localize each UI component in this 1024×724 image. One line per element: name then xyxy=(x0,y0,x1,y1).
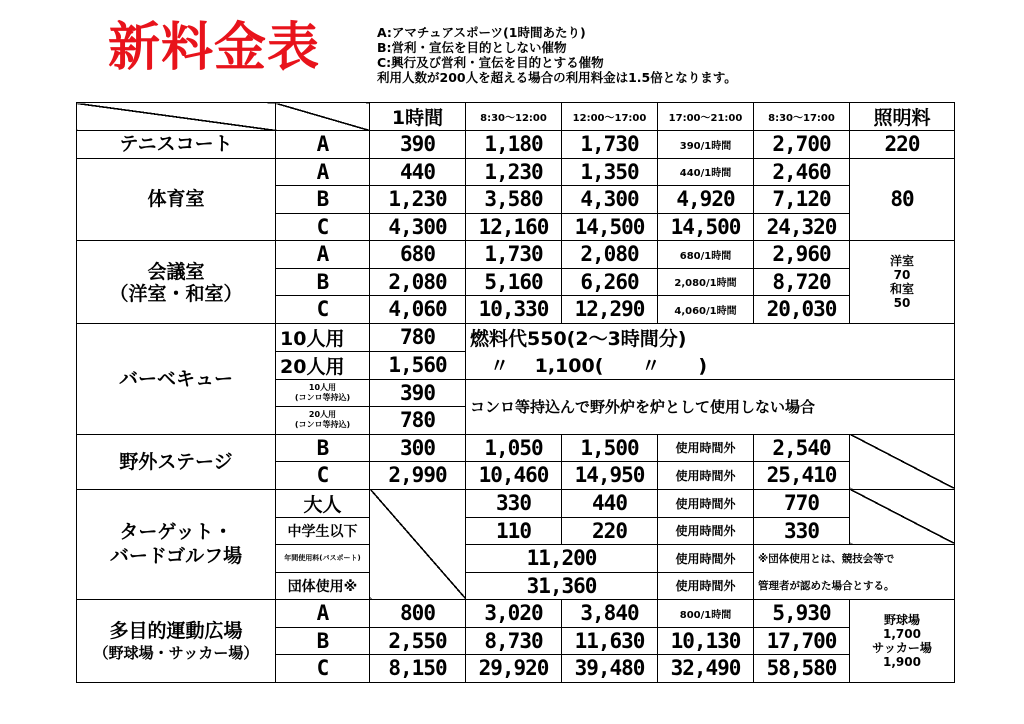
price-cell: 使用時間外 xyxy=(658,489,754,517)
price-cell: 390/1時間 xyxy=(658,131,754,159)
price-cell: 20,030 xyxy=(754,296,850,324)
table-row xyxy=(77,323,955,351)
category-cell: A xyxy=(276,241,370,269)
facility-name-main: 多目的運動広場 xyxy=(109,619,243,642)
price-cell: 29,920 xyxy=(466,655,562,683)
price-cell: 2,540 xyxy=(754,434,850,462)
price-cell: 780 xyxy=(370,407,466,435)
header-blank-cell xyxy=(276,103,370,131)
fee-notes xyxy=(377,25,737,85)
lighting-cell xyxy=(850,600,955,683)
price-cell: 14,500 xyxy=(658,213,754,241)
facility-name xyxy=(77,489,276,600)
price-cell: 780 xyxy=(370,323,466,351)
price-cell: 2,460 xyxy=(754,158,850,186)
price-cell: 8,730 xyxy=(466,627,562,655)
price-cell: 32,490 xyxy=(658,655,754,683)
facility-name-sub: （野球場・サッカー場） xyxy=(93,643,259,662)
header-afternoon: 12:00～17:00 xyxy=(562,103,658,131)
price-cell: 6,260 xyxy=(562,268,658,296)
facility-name: テニスコート xyxy=(77,131,276,159)
category-cell: 20人用 xyxy=(276,351,370,379)
note-c: C:興行及び営利・宣伝を目的とする催物 xyxy=(377,55,604,70)
facility-name-line2: バードゴルフ場 xyxy=(109,545,243,568)
price-cell: 800 xyxy=(370,600,466,628)
lighting-value: 1,900 xyxy=(883,654,921,669)
price-cell: 3,020 xyxy=(466,600,562,628)
category-label: 10人用 xyxy=(308,382,337,392)
price-cell: 800/1時間 xyxy=(658,600,754,628)
price-cell: 3,840 xyxy=(562,600,658,628)
price-cell: 3,580 xyxy=(466,186,562,214)
category-cell: 団体使用※ xyxy=(276,572,370,600)
price-cell: 220 xyxy=(562,517,658,545)
facility-name: 野外ステージ xyxy=(77,434,276,489)
lighting-value: 50 xyxy=(893,295,911,310)
price-cell: 5,930 xyxy=(754,600,850,628)
note-a: A:アマチュアスポーツ(1時間あたり) xyxy=(377,25,586,40)
price-cell: 2,960 xyxy=(754,241,850,269)
price-cell: 5,160 xyxy=(466,268,562,296)
category-sublabel: (コンロ等持込) xyxy=(294,392,351,402)
price-cell: 10,130 xyxy=(658,627,754,655)
price-cell: 10,460 xyxy=(466,462,562,490)
price-cell: 440 xyxy=(562,489,658,517)
price-cell: 使用時間外 xyxy=(658,517,754,545)
category-cell: B xyxy=(276,627,370,655)
price-cell: 25,410 xyxy=(754,462,850,490)
category-cell: 大人 xyxy=(276,489,370,517)
price-cell: 4,300 xyxy=(562,186,658,214)
header-lighting: 照明料 xyxy=(850,103,955,131)
category-cell: 年間使用料(パスポート) xyxy=(276,545,370,573)
category-cell: C xyxy=(276,655,370,683)
price-cell: 2,080 xyxy=(370,268,466,296)
price-cell: 1,180 xyxy=(466,131,562,159)
category-cell: C xyxy=(276,213,370,241)
price-cell: 7,120 xyxy=(754,186,850,214)
price-cell: 8,720 xyxy=(754,268,850,296)
table-row xyxy=(77,434,955,462)
category-cell: B xyxy=(276,434,370,462)
lighting-label: 野球場 xyxy=(883,612,920,627)
table-row xyxy=(77,600,955,628)
facility-name xyxy=(77,241,276,324)
price-cell: 330 xyxy=(466,489,562,517)
category-cell: A xyxy=(276,600,370,628)
page-title: 新料金表 xyxy=(108,18,321,78)
header-evening: 17:00～21:00 xyxy=(658,103,754,131)
header-row xyxy=(77,103,955,131)
price-cell: 680 xyxy=(370,241,466,269)
price-cell: 2,550 xyxy=(370,627,466,655)
category-cell: C xyxy=(276,462,370,490)
price-cell: 12,290 xyxy=(562,296,658,324)
price-cell: 1,230 xyxy=(370,186,466,214)
facility-name: バーベキュー xyxy=(77,323,276,434)
lighting-label: 和室 xyxy=(889,281,914,296)
price-cell: 1,230 xyxy=(466,158,562,186)
table-row xyxy=(77,241,955,269)
header-blank-cell xyxy=(77,103,276,131)
price-cell: 使用時間外 xyxy=(658,462,754,490)
category-cell: B xyxy=(276,186,370,214)
category-cell: A xyxy=(276,158,370,186)
facility-name-sub: （洋室・和室） xyxy=(109,282,243,305)
price-cell: 58,580 xyxy=(754,655,850,683)
price-cell: 440 xyxy=(370,158,466,186)
price-cell: 8,150 xyxy=(370,655,466,683)
price-cell: 14,950 xyxy=(562,462,658,490)
price-cell: 680/1時間 xyxy=(658,241,754,269)
price-cell: 使用時間外 xyxy=(658,545,754,573)
category-cell: C xyxy=(276,296,370,324)
price-cell: 1,560 xyxy=(370,351,466,379)
price-cell: 4,060 xyxy=(370,296,466,324)
table-row xyxy=(77,489,955,517)
price-cell: 11,200 xyxy=(466,545,658,573)
group-use-note: ※団体使用とは、競技会等で xyxy=(754,545,955,573)
facility-name xyxy=(77,600,276,683)
price-cell: 770 xyxy=(754,489,850,517)
category-sublabel: (コンロ等持込) xyxy=(294,420,351,430)
category-label: 20人用 xyxy=(308,410,337,420)
price-cell: 使用時間外 xyxy=(658,434,754,462)
table-row xyxy=(77,158,955,186)
price-cell: 14,500 xyxy=(562,213,658,241)
facility-name: 体育室 xyxy=(77,158,276,241)
lighting-label: サッカー場 xyxy=(872,640,932,655)
price-cell: 1,730 xyxy=(562,131,658,159)
fuel-note: 燃料代550(2～3時間分) xyxy=(466,323,955,351)
table-row xyxy=(77,131,955,159)
price-cell: 1,730 xyxy=(466,241,562,269)
price-cell: 24,320 xyxy=(754,213,850,241)
category-cell xyxy=(276,379,370,407)
price-cell: 330 xyxy=(754,517,850,545)
header-daytime: 8:30～17:00 xyxy=(754,103,850,131)
price-cell: 1,350 xyxy=(562,158,658,186)
lighting-cell xyxy=(850,241,955,324)
price-cell: 2,080 xyxy=(562,241,658,269)
facility-name-main: 会議室 xyxy=(147,260,205,283)
group-use-note: 管理者が認めた場合とする。 xyxy=(754,572,955,600)
category-cell: 中学生以下 xyxy=(276,517,370,545)
price-cell: 17,700 xyxy=(754,627,850,655)
fuel-note: 〃 1,100( 〃 ) xyxy=(466,351,955,379)
price-cell: 440/1時間 xyxy=(658,158,754,186)
price-cell: 4,300 xyxy=(370,213,466,241)
lighting-cell: 80 xyxy=(850,158,955,241)
price-cell: 39,480 xyxy=(562,655,658,683)
lighting-cell-empty xyxy=(850,434,955,489)
lighting-cell-empty xyxy=(850,489,955,545)
lighting-cell: 220 xyxy=(850,131,955,159)
category-cell: B xyxy=(276,268,370,296)
price-cell: 11,630 xyxy=(562,627,658,655)
category-cell xyxy=(276,407,370,435)
price-cell: 2,700 xyxy=(754,131,850,159)
lighting-label: 洋室 xyxy=(889,253,914,268)
price-cell: 390 xyxy=(370,379,466,407)
fee-table xyxy=(76,102,955,683)
price-cell: 2,080/1時間 xyxy=(658,268,754,296)
price-cell: 12,160 xyxy=(466,213,562,241)
category-cell: 10人用 xyxy=(276,323,370,351)
price-cell: 110 xyxy=(466,517,562,545)
price-cell: 1,050 xyxy=(466,434,562,462)
price-cell: 使用時間外 xyxy=(658,572,754,600)
price-cell: 2,990 xyxy=(370,462,466,490)
header-morning: 8:30～12:00 xyxy=(466,103,562,131)
header-unit: 1時間 xyxy=(370,103,466,131)
lighting-value: 70 xyxy=(893,267,911,282)
price-cell: 31,360 xyxy=(466,572,658,600)
bring-own-note: コンロ等持込んで野外炉を炉として使用しない場合 xyxy=(466,379,955,434)
price-cell: 10,330 xyxy=(466,296,562,324)
category-cell: A xyxy=(276,131,370,159)
price-cell: 300 xyxy=(370,434,466,462)
price-cell: 4,060/1時間 xyxy=(658,296,754,324)
price-cell: 390 xyxy=(370,131,466,159)
note-b: B:営利・宣伝を目的としない催物 xyxy=(377,40,567,55)
price-cell: 1,500 xyxy=(562,434,658,462)
lighting-value: 1,700 xyxy=(883,626,921,641)
unit-price-empty xyxy=(370,489,466,600)
price-cell: 4,920 xyxy=(658,186,754,214)
note-surcharge: 利用人数が200人を超える場合の利用料金は1.5倍となります。 xyxy=(377,70,737,85)
facility-name-line1: ターゲット・ xyxy=(119,521,233,544)
